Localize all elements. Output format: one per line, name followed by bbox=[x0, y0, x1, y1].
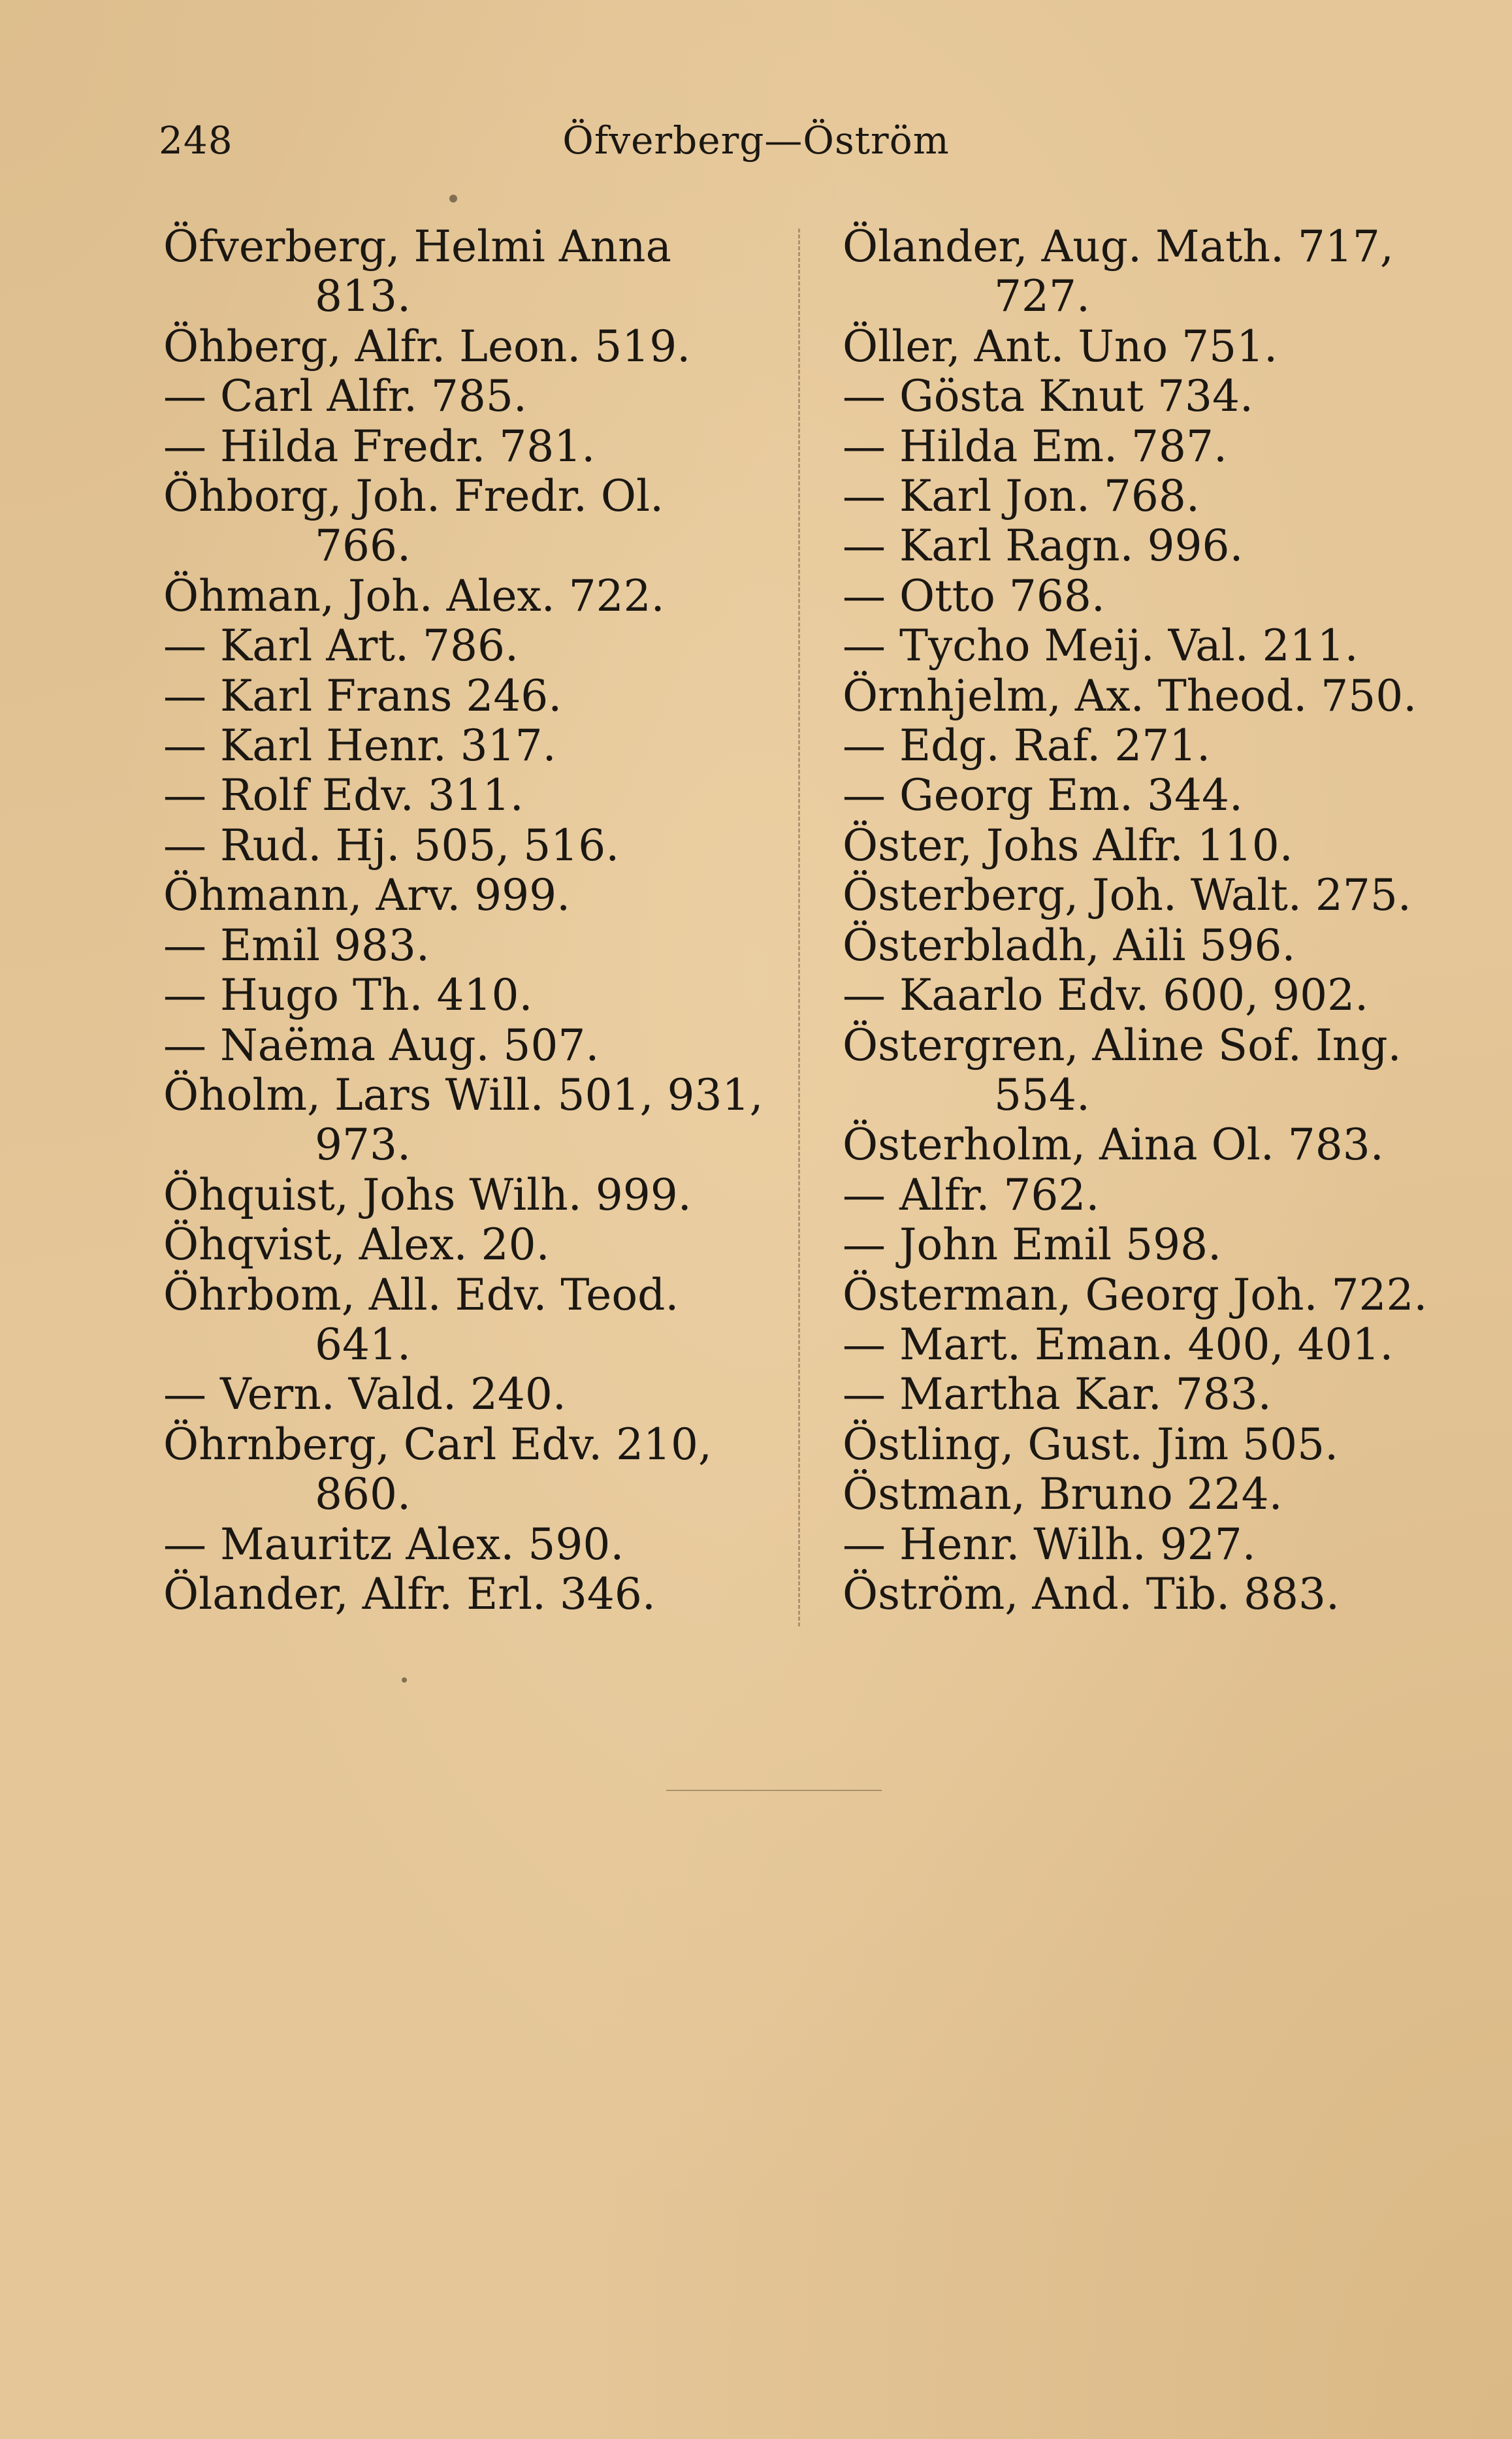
index-entry bbox=[843, 472, 1456, 521]
index-entry bbox=[843, 1470, 1456, 1519]
index-entry bbox=[163, 572, 777, 621]
entry-text: — Karl Ragn. 996. bbox=[843, 521, 1244, 572]
index-entry bbox=[843, 1370, 1456, 1419]
index-entry bbox=[163, 1270, 777, 1370]
entry-text: Österman, Georg Joh. 722. bbox=[843, 1269, 1428, 1320]
entry-text: Östergren, Aline Sof. Ing. bbox=[843, 1020, 1402, 1071]
entry-text: Öller, Ant. Uno 751. bbox=[843, 321, 1278, 372]
index-entry bbox=[843, 222, 1456, 322]
index-entry bbox=[163, 1520, 777, 1570]
entry-text: Öholm, Lars Will. 501, 931, bbox=[163, 1069, 764, 1120]
entry-text: — Alfr. 762. bbox=[843, 1169, 1100, 1220]
index-entry bbox=[163, 871, 777, 920]
entry-text: — Vern. Vald. 240. bbox=[163, 1369, 566, 1420]
entry-text: Öström, And. Tib. 883. bbox=[843, 1568, 1340, 1619]
entry-text: — Karl Henr. 317. bbox=[163, 720, 556, 771]
index-entry bbox=[163, 472, 777, 572]
entry-text: — Otto 768. bbox=[843, 570, 1105, 621]
index-entry bbox=[843, 1120, 1456, 1170]
entry-text: — Rud. Hj. 505, 516. bbox=[163, 820, 620, 871]
entry-text: — Emil 983. bbox=[163, 920, 430, 971]
entry-text: Österberg, Joh. Walt. 275. bbox=[843, 870, 1411, 921]
index-entry bbox=[843, 921, 1456, 971]
index-entry bbox=[843, 1570, 1456, 1619]
index-entry bbox=[163, 771, 777, 820]
index-entry bbox=[843, 871, 1456, 920]
index-entry bbox=[843, 572, 1456, 621]
entry-continuation: 727. bbox=[994, 271, 1090, 322]
entry-text: Ölander, Alfr. Erl. 346. bbox=[163, 1568, 656, 1619]
index-entry bbox=[163, 1370, 777, 1419]
print-speck bbox=[449, 195, 457, 202]
entry-text: — Carl Alfr. 785. bbox=[163, 371, 527, 422]
page-number: 248 bbox=[159, 118, 233, 163]
index-entry bbox=[163, 1021, 777, 1071]
index-entry bbox=[843, 821, 1456, 871]
entry-text: — Hugo Th. 410. bbox=[163, 970, 533, 1021]
column-divider bbox=[798, 229, 800, 1626]
index-entry bbox=[843, 1420, 1456, 1470]
entry-text: Österbladh, Aili 596. bbox=[843, 920, 1296, 971]
index-entry bbox=[163, 1071, 777, 1171]
index-entry bbox=[163, 1420, 777, 1520]
print-speck bbox=[402, 1677, 407, 1683]
index-entry bbox=[843, 721, 1456, 771]
entry-text: — Henr. Wilh. 927. bbox=[843, 1519, 1256, 1570]
index-entry bbox=[163, 322, 777, 372]
entry-text: — Karl Art. 786. bbox=[163, 621, 519, 671]
entry-text: — Naëma Aug. 507. bbox=[163, 1020, 600, 1071]
entry-text: — Edg. Raf. 271. bbox=[843, 720, 1211, 771]
index-entry bbox=[163, 821, 777, 871]
entry-text: Örnhjelm, Ax. Theod. 750. bbox=[843, 670, 1417, 721]
entry-text: Öfverberg, Helmi Anna bbox=[163, 221, 671, 272]
entry-text: — Rolf Edv. 311. bbox=[163, 770, 524, 821]
right-column bbox=[843, 222, 1456, 1619]
entry-text: — Georg Em. 344. bbox=[843, 770, 1243, 821]
index-entry bbox=[163, 671, 777, 721]
index-entry bbox=[843, 322, 1456, 372]
entry-continuation: 860. bbox=[315, 1469, 411, 1520]
entry-continuation: 973. bbox=[315, 1120, 411, 1171]
entry-text: Östman, Bruno 224. bbox=[843, 1469, 1283, 1520]
index-entry bbox=[843, 372, 1456, 421]
entry-text: — John Emil 598. bbox=[843, 1220, 1222, 1270]
index-entry bbox=[163, 372, 777, 421]
index-entry bbox=[843, 1270, 1456, 1320]
entry-text: — Karl Frans 246. bbox=[163, 670, 562, 721]
entry-text: Östling, Gust. Jim 505. bbox=[843, 1419, 1339, 1470]
index-entry bbox=[843, 521, 1456, 571]
entry-text: Öhmann, Arv. 999. bbox=[163, 870, 571, 921]
index-entry bbox=[163, 422, 777, 472]
bottom-rule bbox=[666, 1790, 882, 1791]
index-entry bbox=[843, 1320, 1456, 1370]
index-entry bbox=[843, 671, 1456, 721]
entry-continuation: 554. bbox=[994, 1069, 1090, 1120]
index-entry bbox=[163, 621, 777, 671]
entry-text: — Gösta Knut 734. bbox=[843, 371, 1253, 422]
index-entry bbox=[163, 721, 777, 771]
entry-continuation: 641. bbox=[315, 1319, 411, 1370]
index-entry bbox=[843, 1171, 1456, 1220]
entry-text: Öhrnberg, Carl Edv. 210, bbox=[163, 1419, 713, 1470]
entry-text: Ölander, Aug. Math. 717, bbox=[843, 221, 1394, 272]
index-entry bbox=[843, 971, 1456, 1020]
index-entry bbox=[163, 1171, 777, 1220]
index-entry bbox=[163, 222, 777, 322]
index-entry bbox=[843, 422, 1456, 472]
entry-text: — Karl Jon. 768. bbox=[843, 471, 1200, 522]
entry-text: — Hilda Fredr. 781. bbox=[163, 421, 596, 472]
index-entry bbox=[163, 1570, 777, 1619]
left-column bbox=[163, 222, 777, 1619]
index-entry bbox=[843, 621, 1456, 671]
entry-text: — Tycho Meij. Val. 211. bbox=[843, 621, 1359, 671]
entry-continuation: 813. bbox=[315, 271, 411, 322]
entry-text: Öhrbom, All. Edv. Teod. bbox=[163, 1269, 679, 1320]
index-entry bbox=[843, 1520, 1456, 1570]
entry-text: — Martha Kar. 783. bbox=[843, 1369, 1272, 1420]
entry-continuation: 766. bbox=[315, 521, 411, 572]
entry-text: Öhman, Joh. Alex. 722. bbox=[163, 570, 665, 621]
index-entry bbox=[163, 1220, 777, 1270]
entry-text: Öhberg, Alfr. Leon. 519. bbox=[163, 321, 691, 372]
entry-text: Öhborg, Joh. Fredr. Ol. bbox=[163, 471, 664, 522]
entry-text: Öster, Johs Alfr. 110. bbox=[843, 820, 1293, 871]
entry-text: Öhqvist, Alex. 20. bbox=[163, 1220, 550, 1270]
index-entry bbox=[163, 921, 777, 971]
entry-text: Öhquist, Johs Wilh. 999. bbox=[163, 1169, 692, 1220]
entry-text: — Mart. Eman. 400, 401. bbox=[843, 1319, 1394, 1370]
entry-text: — Hilda Em. 787. bbox=[843, 421, 1228, 472]
entry-text: — Mauritz Alex. 590. bbox=[163, 1519, 624, 1570]
index-entry bbox=[163, 971, 777, 1020]
index-entry bbox=[843, 771, 1456, 820]
entry-text: Österholm, Aina Ol. 783. bbox=[843, 1120, 1384, 1171]
index-entry bbox=[843, 1220, 1456, 1270]
index-entry bbox=[843, 1021, 1456, 1121]
running-head: Öfverberg—Öström bbox=[562, 118, 950, 163]
entry-text: — Kaarlo Edv. 600, 902. bbox=[843, 970, 1369, 1021]
